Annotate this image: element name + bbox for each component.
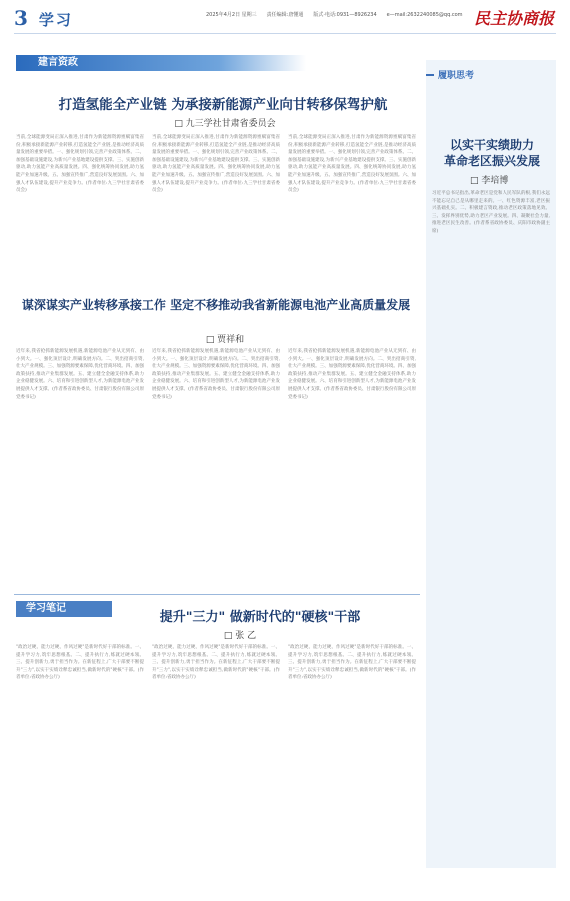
article1-byline: □ 九三学社甘肃省委员会 [174, 119, 276, 129]
section-banner-label: 建言资政 [38, 57, 78, 68]
sidebar-byline: □ 李培博 [470, 176, 509, 186]
article2-title: 谋深谋实产业转移承接工作 坚定不移推动我省新能源电池产业高质量发展 [21, 298, 411, 312]
masthead-logo: 民主协商报 [473, 9, 554, 28]
article2-col-2: 近年来,我省抢抓新能源发展机遇,新能源电池产业从无到有、由小到大。一、强化顶层设计,明确发展方向。二、突出招商引资,壮大产业规模。三、加强资源要素保障,优化营商环境。四、加强政策扶持,推动产业集群发展。五、建立健全金融支持体系,助力企业稳健发展。六、培育和引进创新型人才,为新能源电池产业发展提供人才支撑。(作者系省政协委员、甘肃银行股份有限公司原党委书记) [152, 349, 280, 400]
bottom-col-1: "政治过硬、能力过硬、作风过硬"是新时代好干部的标准。一、提升学习力,筑牢思想根基。二、提升执行力,练就过硬本领。三、提升创新力,勇于担当作为。在新征程上,广大干部要不断提升"三力",以实干实绩诠释忠诚担当,做新时代的"硬核"干部。(作者单位:省政协办公厅) [16, 645, 144, 681]
page-number: 3 学习 [14, 6, 73, 30]
header-divider [14, 33, 556, 34]
sidebar-tag: 履职思考 [438, 71, 475, 81]
article1-title: 打造氢能全产业链 为承接新能源产业向甘转移保驾护航 [58, 97, 388, 113]
bottom-divider [14, 594, 420, 595]
bottom-title: 提升"三力" 做新时代的"硬核"干部 [159, 610, 361, 625]
article2-col-1: 近年来,我省抢抓新能源发展机遇,新能源电池产业从无到有、由小到大。一、强化顶层设计,明确发展方向。二、突出招商引资,壮大产业规模。三、加强资源要素保障,优化营商环境。四、加强政策扶持,推动产业集群发展。五、建立健全金融支持体系,助力企业稳健发展。六、培育和引进创新型人才,为新能源电池产业发展提供人才支撑。(作者系省政协委员、甘肃银行股份有限公司原党委书记) [16, 349, 144, 400]
bottom-col-3: "政治过硬、能力过硬、作风过硬"是新时代好干部的标准。一、提升学习力,筑牢思想根基。二、提升执行力,练就过硬本领。三、提升创新力,勇于担当作为。在新征程上,广大干部要不断提升"三力",以实干实绩诠释忠诚担当,做新时代的"硬核"干部。(作者单位:省政协办公厅) [288, 645, 416, 681]
sidebar-tag-accent [426, 74, 434, 76]
sidebar-body: 习近平总书记指出,革命老区是党和人民军队的根,我们永远不能忘记自己是从哪里走来的。一、红色资源丰富,老区振兴基础扎实。二、积极建言资政,推动老区政策落地见效。三、发挥界别优势,助力老区产业发展。四、凝聚社会力量,推进老区民生改善。(作者系省政协委员、庆阳市政协副主席) [432, 191, 550, 234]
article1-col-3: 当前,全球能源变局正深入推进,甘肃作为新能源资源禀赋富集省份,积极承接新能源产业转移,打造氢能全产业链,是推动经济高质量发展的重要举措。一、强化规划引领,完善产业政策体系。二、加强基础设施建设,为新兴产业基地建设提供支撑。三、实施创新驱动,助力氢能产业高质量发展。四、强化统筹协同发展,助力氢能产业加速升级。五、加强宣传推广,营造良好发展氛围。六、加强人才队伍建设,提升产业竞争力。(作者单位:九三学社甘肃省委员会) [288, 135, 416, 194]
article1-col-1: 当前,全球能源变局正深入推进,甘肃作为新能源资源禀赋富集省份,积极承接新能源产业转移,打造氢能全产业链,是推动经济高质量发展的重要举措。一、强化规划引领,完善产业政策体系。二、加强基础设施建设,为新兴产业基地建设提供支撑。三、实施创新驱动,助力氢能产业高质量发展。四、强化统筹协同发展,助力氢能产业加速升级。五、加强宣传推广,营造良好发展氛围。六、加强人才队伍建设,提升产业竞争力。(作者单位:九三学社甘肃省委员会) [16, 135, 144, 194]
bottom-section-label: 学习笔记 [26, 603, 66, 614]
article2-byline: □ 贾祥和 [205, 335, 245, 345]
sidebar-title-line1: 以实干实绩助力 [449, 138, 534, 152]
bottom-byline: □ 张 乙 [223, 631, 257, 641]
article1-col-2: 当前,全球能源变局正深入推进,甘肃作为新能源资源禀赋富集省份,积极承接新能源产业转移,打造氢能全产业链,是推动经济高质量发展的重要举措。一、强化规划引领,完善产业政策体系。二、加强基础设施建设,为新兴产业基地建设提供支撑。三、实施创新驱动,助力氢能产业高质量发展。四、强化统筹协同发展,助力氢能产业加速升级。五、加强宣传推广,营造良好发展氛围。六、加强人才队伍建设,提升产业竞争力。(作者单位:九三学社甘肃省委员会) [152, 135, 280, 194]
sidebar-title-line2: 革命老区振兴发展 [443, 154, 540, 168]
bottom-col-2: "政治过硬、能力过硬、作风过硬"是新时代好干部的标准。一、提升学习力,筑牢思想根基。二、提升执行力,练就过硬本领。三、提升创新力,勇于担当作为。在新征程上,广大干部要不断提升"三力",以实干实绩诠释忠诚担当,做新时代的"硬核"干部。(作者单位:省政协办公厅) [152, 645, 280, 681]
header-info: 2025年4月2日 星期三 责任编辑:唐懂通 版式·电话:0931—8926234 e—mail:2632240085@qq.com [206, 12, 463, 18]
article2-col-3: 近年来,我省抢抓新能源发展机遇,新能源电池产业从无到有、由小到大。一、强化顶层设计,明确发展方向。二、突出招商引资,壮大产业规模。三、加强资源要素保障,优化营商环境。四、加强政策扶持,推动产业集群发展。五、建立健全金融支持体系,助力企业稳健发展。六、培育和引进创新型人才,为新能源电池产业发展提供人才支撑。(作者系省政协委员、甘肃银行股份有限公司原党委书记) [288, 349, 416, 400]
